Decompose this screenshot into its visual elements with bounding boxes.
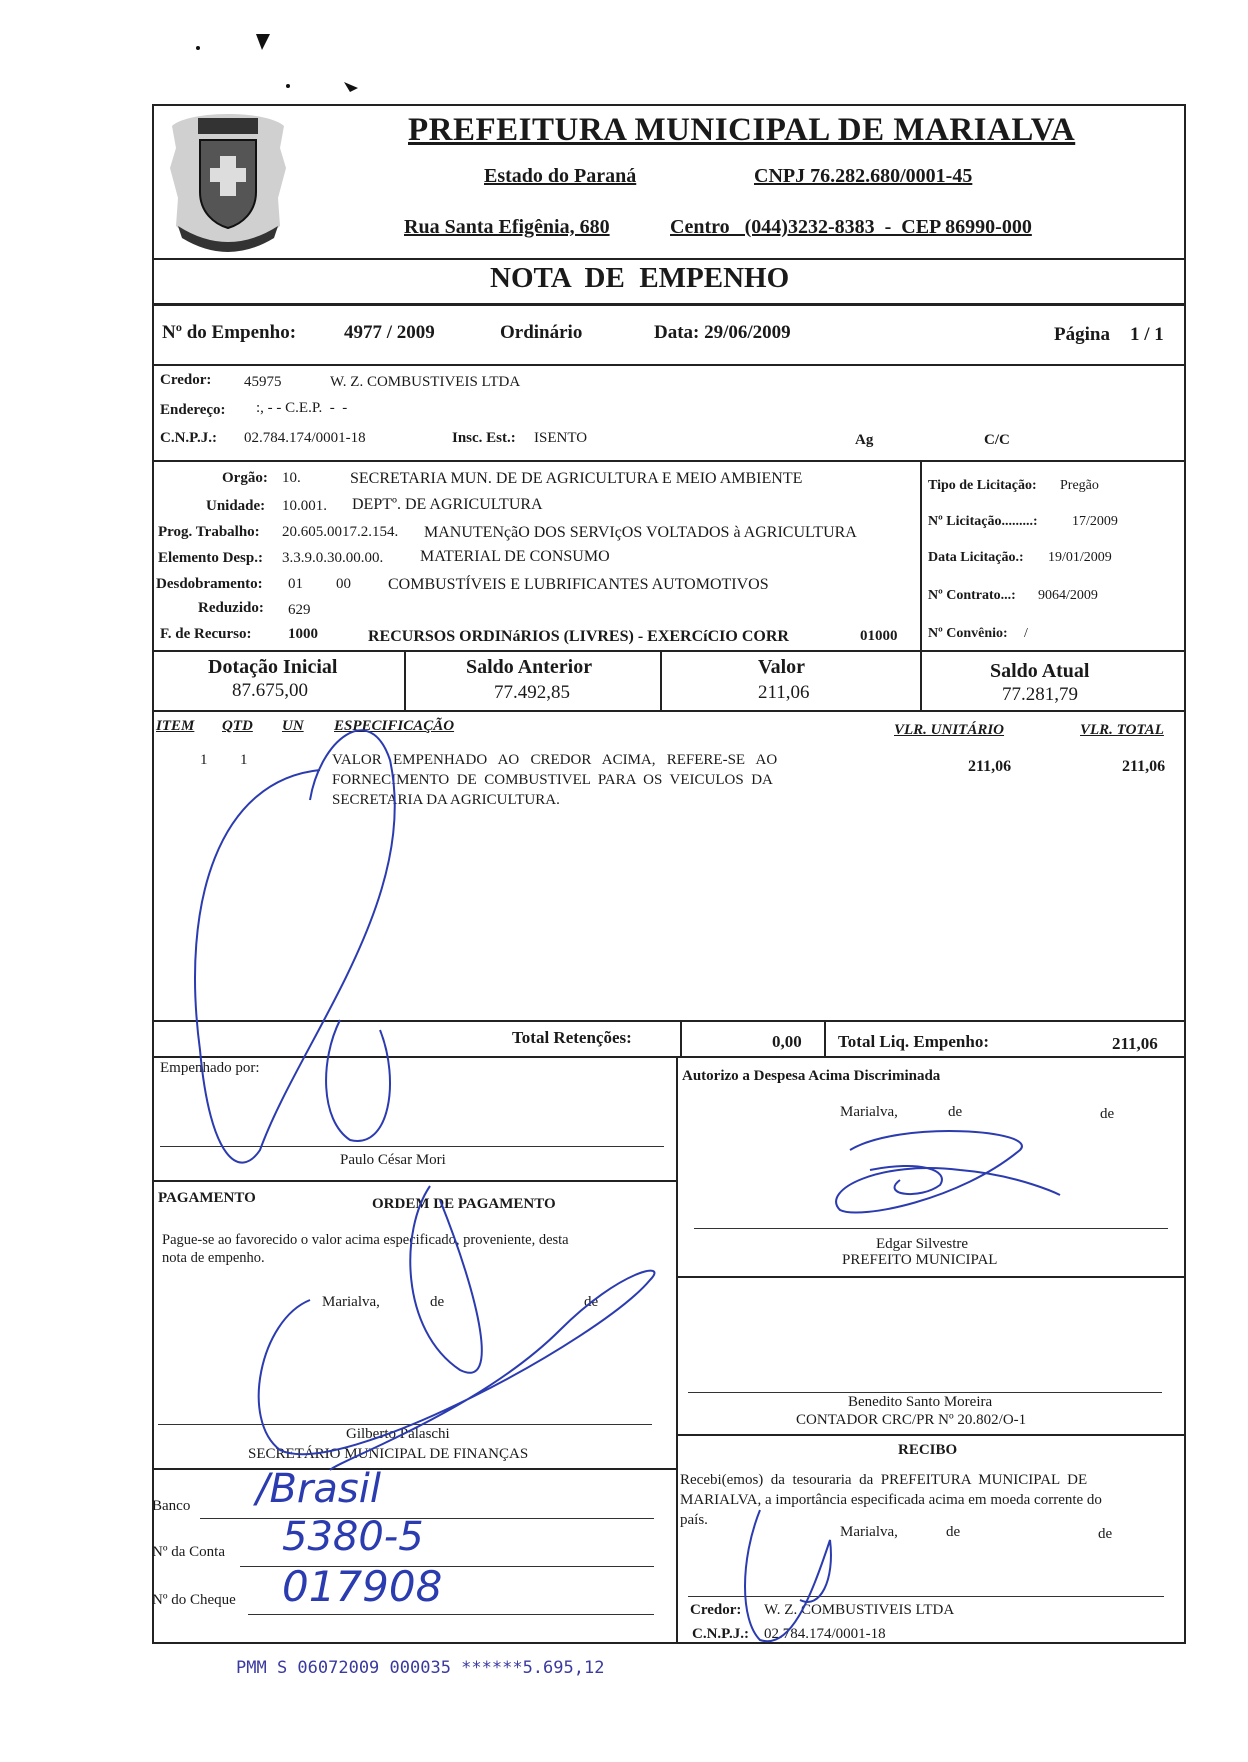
municipality-title: PREFEITURA MUNICIPAL DE MARIALVA bbox=[408, 112, 1076, 148]
row-espec-line2: FORNECIMENTO DE COMBUSTIVEL PARA OS VEICULOS DA bbox=[332, 772, 773, 788]
tipo-licitacao: Pregão bbox=[1060, 478, 1099, 493]
autorizo-de1: de bbox=[948, 1104, 963, 1120]
convenio-value: / bbox=[1024, 626, 1028, 641]
prog-code: 20.605.0017.2.154. bbox=[282, 524, 399, 540]
data-licitacao: 19/01/2009 bbox=[1048, 550, 1112, 565]
empenho-number-label: Nº do Empenho: bbox=[162, 322, 297, 343]
prog-name: MANUTENçãO DOS SERVIçOS VOLTADOS à AGRICULTURA bbox=[424, 524, 857, 541]
row-item: 1 bbox=[200, 752, 208, 768]
pagamento-text-line1: Pague-se ao favorecido o valor acima especificado, proveniente, desta bbox=[162, 1232, 569, 1248]
elemento-label: Elemento Desp.: bbox=[158, 550, 263, 566]
num-licitacao-label: Nº Licitação.........: bbox=[928, 514, 1038, 529]
endereco-value: :, - - C.E.P. - - bbox=[256, 400, 348, 416]
reduzido-label: Reduzido: bbox=[198, 600, 264, 616]
credor-label: Credor: bbox=[160, 372, 212, 388]
desdobramento-b: 00 bbox=[336, 576, 351, 592]
dotacao-inicial-value: 87.675,00 bbox=[232, 680, 308, 701]
empenhado-name: Paulo César Mori bbox=[340, 1152, 446, 1168]
saldo-anterior-label: Saldo Anterior bbox=[466, 656, 593, 678]
page-number: 1 / 1 bbox=[1130, 324, 1164, 345]
desdobramento-a: 01 bbox=[288, 576, 303, 592]
account-label: C/C bbox=[984, 432, 1010, 448]
pagamento-label: PAGAMENTO bbox=[158, 1190, 256, 1206]
unidade-label: Unidade: bbox=[206, 498, 266, 514]
recurso-code: 1000 bbox=[288, 626, 318, 642]
empenho-number: 4977 / 2009 bbox=[344, 322, 435, 343]
recibo-de2: de bbox=[1098, 1526, 1113, 1542]
row-espec-line3: SECRETARIA DA AGRICULTURA. bbox=[332, 792, 560, 808]
insc-value: ISENTO bbox=[534, 430, 588, 446]
municipality-cnpj: CNPJ 76.282.680/0001-45 bbox=[754, 165, 973, 187]
row-qtd: 1 bbox=[240, 752, 248, 768]
recibo-text-line2: MARIALVA, a importância especificada acima em moeda corrente do bbox=[680, 1492, 1102, 1508]
data-licitacao-label: Data Licitação.: bbox=[928, 550, 1024, 565]
credor-name: W. Z. COMBUSTIVEIS LTDA bbox=[330, 374, 521, 390]
page-label: Página bbox=[1054, 324, 1110, 345]
convenio-label: Nº Convênio: bbox=[928, 626, 1008, 641]
pagamento-text-line2: nota de empenho. bbox=[162, 1250, 265, 1266]
recibo-cnpj: 02.784.174/0001-18 bbox=[764, 1626, 886, 1642]
credor-cnpj-label: C.N.P.J.: bbox=[160, 430, 217, 446]
recibo-label: RECIBO bbox=[898, 1442, 958, 1458]
agency-label: Ag bbox=[855, 432, 874, 448]
recibo-text-line1: Recebi(emos) da tesouraria da PREFEITURA MUNICIPAL DE bbox=[680, 1472, 1088, 1488]
banco-label: Banco bbox=[152, 1498, 191, 1514]
conta-label: Nº da Conta bbox=[152, 1544, 225, 1560]
recurso-name: RECURSOS ORDINáRIOS (LIVRES) - EXERCíCIO CORR bbox=[368, 628, 789, 645]
desdobramento-name: COMBUSTÍVEIS E LUBRIFICANTES AUTOMOTIVOS bbox=[388, 576, 769, 593]
col-qtd-header: QTD bbox=[222, 718, 253, 734]
contador-role: CONTADOR CRC/PR Nº 20.802/O-1 bbox=[796, 1412, 1027, 1428]
num-licitacao: 17/2009 bbox=[1072, 514, 1118, 529]
recurso-number: 01000 bbox=[860, 628, 898, 644]
orgao-code: 10. bbox=[282, 470, 301, 486]
credor-cnpj: 02.784.174/0001-18 bbox=[244, 430, 366, 446]
credor-code: 45975 bbox=[244, 374, 282, 390]
elemento-name: MATERIAL DE CONSUMO bbox=[420, 548, 610, 565]
orgao-label: Orgão: bbox=[222, 470, 268, 486]
tipo-licitacao-label: Tipo de Licitação: bbox=[928, 478, 1037, 493]
pagamento-place: Marialva, bbox=[322, 1294, 380, 1310]
recurso-label: F. de Recurso: bbox=[160, 626, 252, 642]
elemento-code: 3.3.9.0.30.00.00. bbox=[282, 550, 384, 566]
conta-value: 5380-5 bbox=[282, 1514, 424, 1560]
row-unit-value: 211,06 bbox=[968, 758, 1012, 775]
recibo-credor-label: Credor: bbox=[690, 1602, 742, 1618]
recibo-credor: W. Z. COMBUSTIVEIS LTDA bbox=[764, 1602, 955, 1618]
secretario-role: SECRETÁRIO MUNICIPAL DE FINANÇAS bbox=[248, 1446, 529, 1462]
desdobramento-label: Desdobramento: bbox=[156, 576, 263, 592]
row-total-value: 211,06 bbox=[1122, 758, 1166, 775]
orgao-name: SECRETARIA MUN. DE DE AGRICULTURA E MEIO AMBIENTE bbox=[350, 470, 803, 487]
prefeito-role: PREFEITO MUNICIPAL bbox=[842, 1252, 998, 1268]
autorizo-label: Autorizo a Despesa Acima Discriminada bbox=[682, 1068, 941, 1084]
autorizo-de2: de bbox=[1100, 1106, 1115, 1122]
address-street: Rua Santa Efigênia, 680 bbox=[404, 216, 610, 238]
secretario-name: Gilberto Palaschi bbox=[346, 1426, 450, 1442]
autorizo-place: Marialva, bbox=[840, 1104, 898, 1120]
unidade-code: 10.001. bbox=[282, 498, 327, 514]
recibo-place: Marialva, bbox=[840, 1524, 898, 1540]
col-un-header: UN bbox=[282, 718, 304, 734]
banco-value: /Brasil bbox=[256, 1466, 381, 1512]
recibo-text-line3: país. bbox=[680, 1512, 708, 1528]
state-name: Estado do Paraná bbox=[484, 165, 637, 187]
total-liquido-label: Total Liq. Empenho: bbox=[838, 1032, 989, 1051]
unidade-name: DEPTº. DE AGRICULTURA bbox=[352, 496, 543, 513]
contrato-value: 9064/2009 bbox=[1038, 588, 1098, 603]
row-espec-line1: VALOR EMPENHADO AO CREDOR ACIMA, REFERE-SE AO bbox=[332, 752, 778, 768]
machine-stamp: PMM S 06072009 000035 ******5.695,12 bbox=[236, 1658, 605, 1678]
insc-label: Insc. Est.: bbox=[452, 430, 516, 446]
prog-label: Prog. Trabalho: bbox=[158, 524, 260, 540]
recibo-cnpj-label: C.N.P.J.: bbox=[692, 1626, 749, 1642]
col-unit-header: VLR. UNITÁRIO bbox=[894, 722, 1005, 738]
endereco-label: Endereço: bbox=[160, 402, 226, 418]
contador-name: Benedito Santo Moreira bbox=[848, 1394, 993, 1410]
col-total-header: VLR. TOTAL bbox=[1080, 722, 1164, 738]
total-liquido-value: 211,06 bbox=[1112, 1034, 1158, 1053]
total-retencoes-value: 0,00 bbox=[772, 1032, 802, 1051]
cheque-value: 017908 bbox=[282, 1562, 443, 1611]
col-espec-header: ESPECIFICAÇÃO bbox=[334, 718, 455, 734]
total-retencoes-label: Total Retenções: bbox=[512, 1028, 632, 1047]
address-details: Centro (044)3232-8383 - CEP 86990-000 bbox=[670, 216, 1032, 238]
dotacao-inicial-label: Dotação Inicial bbox=[208, 656, 338, 678]
ordem-pagamento-label: ORDEM DE PAGAMENTO bbox=[372, 1196, 556, 1212]
saldo-anterior-value: 77.492,85 bbox=[494, 682, 570, 703]
prefeito-name: Edgar Silvestre bbox=[876, 1236, 969, 1252]
empenho-date: Data: 29/06/2009 bbox=[654, 322, 791, 343]
empenho-type: Ordinário bbox=[500, 322, 583, 343]
col-item-header: ITEM bbox=[156, 718, 195, 734]
recibo-de1: de bbox=[946, 1524, 961, 1540]
valor-label: Valor bbox=[758, 656, 806, 678]
empenhado-label: Empenhado por: bbox=[160, 1060, 260, 1076]
pagamento-de1: de bbox=[430, 1294, 445, 1310]
contrato-label: Nº Contrato...: bbox=[928, 588, 1016, 603]
pagamento-de2: de bbox=[584, 1294, 599, 1310]
document-title: NOTA DE EMPENHO bbox=[490, 262, 790, 294]
saldo-atual-value: 77.281,79 bbox=[1002, 684, 1078, 705]
valor-value: 211,06 bbox=[758, 682, 810, 703]
cheque-label: Nº do Cheque bbox=[152, 1592, 236, 1608]
saldo-atual-label: Saldo Atual bbox=[990, 660, 1090, 682]
reduzido-value: 629 bbox=[288, 602, 311, 618]
